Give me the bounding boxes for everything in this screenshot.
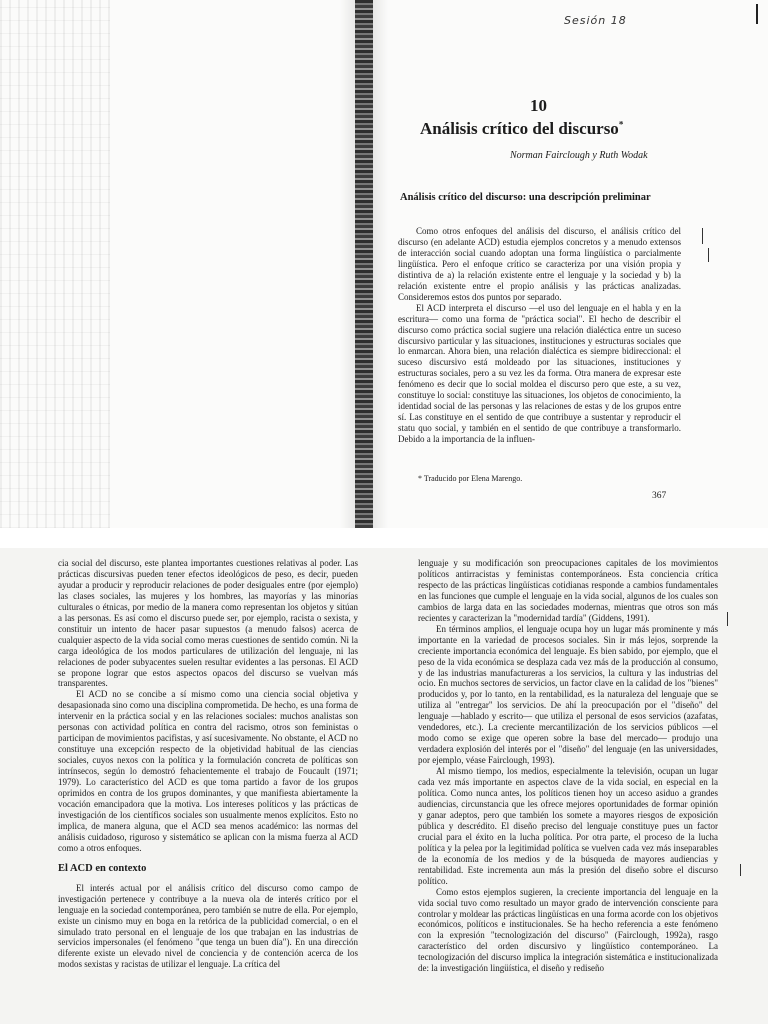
top-body-text bbox=[398, 226, 681, 445]
page-number: 367 bbox=[652, 491, 667, 501]
paragraph: cia social del discurso, este plantea importantes cuestiones relativas al poder. Las prácticas discursivas pueden tener efectos ideológicos de peso, es decir, pueden ayudar a producir y reproducir relaciones de poder desiguales entre (por ejemplo) las clases sociales, las mujeres y los hombres, las mayorías y las minorías culturales o étnicas, por medio de la manera como representan los objetos y sitúan a las personas. Es así como el discurso puede ser, por ejemplo, racista o sexista, y constituir un intento de hacer pasar supuestos (a menudo falsos) acerca de cualquier aspecto de la vida social como meras cuestiones de sentido común. Ni la carga ideológica de los modos particulares de utilización del lenguaje, ni las relaciones de poder subyacentes suelen resultar evidentes a las personas. El ACD se propone lograr que estos aspectos opacos del discurso se vuelvan más transparentes. bbox=[58, 558, 358, 689]
subsection-heading: El ACD en contexto bbox=[58, 862, 147, 874]
footnote: * Traducido por Elena Marengo. bbox=[418, 474, 523, 483]
margin-pen-mark bbox=[727, 612, 728, 626]
scan-gutter-noise bbox=[0, 0, 110, 528]
paragraph: El interés actual por el análisis crítico del discurso como campo de investigación pertenece y contribuye a la nueva ola de interés crítico por el lenguaje en la sociedad contemporánea, pero también se nutre de ella. Por ejemplo, existe un cinismo muy en boga en la retórica de la publicidad comercial, o en el simulado trato personal en el lenguaje de los que trabajan en las industrias de servicios impersonales (el fenómeno "que tenga un buen día"). En una dirección diferente existe un elevado nivel de conciencia y de contención acerca de los modos sexistas y racistas de utilizar el lenguaje. La crítica del bbox=[58, 882, 358, 970]
handwritten-note: Sesión 18 bbox=[564, 14, 627, 27]
chapter-number: 10 bbox=[530, 96, 547, 115]
title-footnote-marker: * bbox=[618, 119, 624, 130]
margin-pen-mark bbox=[702, 228, 703, 244]
chapter-title-text: Análisis crítico del discurso bbox=[420, 119, 619, 138]
paragraph: lenguaje y su modificación son preocupaciones capitales de los movimientos políticos antirracistas y feministas contemporáneos. Esta conciencia crítica respecto de las prácticas lingüísticas cotidianas responde a cambios fundamentales en las funciones que cumple el lenguaje en la vida social, algunos de los cuales son cambios de larga data en las sociedades modernas, mientras que otros son más recientes y caracterizan la "modernidad tardía" (Giddens, 1991). bbox=[418, 558, 718, 623]
paragraph: En términos amplios, el lenguaje ocupa hoy un lugar más prominente y más importante en la variedad de procesos sociales. Sin ir más lejos, sorprende la creciente importancia económica del lenguaje. Es bien sabido, por ejemplo, que el peso de la vida económica se desplaza cada vez más de la producción al consumo, y de las industrias manufactureras a los servicios, la cultura y las industrias del ocio. En muchos sectores de servicios, un factor clave en la calidad de los "bienes" producidos y, por lo tanto, en la rentabilidad, es la naturaleza del lenguaje que se utiliza al "entregar" los servicios. De ahí la preocupación por el "diseño" del lenguaje —hablado y escrito— que utiliza el personal de esos servicios (azafatas, vendedores, etc.). La creciente mercantilización de los servicios públicos —el modo como se exige que operen sobre la base del mercado— produjo una verdadera explosión del interés por el "diseño" del lenguaje (en las universidades, por ejemplo, véase Fairclough, 1993). bbox=[418, 623, 718, 766]
section-heading: Análisis crítico del discurso: una descripción preliminar bbox=[400, 192, 651, 203]
paragraph: Al mismo tiempo, los medios, especialmente la televisión, ocupan un lugar cada vez más importante en aspectos clave de la vida social, en especial en la política. Como nunca antes, los políticos tienen hoy un acceso asiduo a grandes audiencias, circunstancia que les ofrece mejores oportunidades de formar opinión y ganar adeptos, pero que también los somete a mayores riesgos de exposición pública y descrédito. El diseño preciso del lenguaje constituye pues un factor crucial para el éxito en la lucha política. Por otra parte, el proceso de la lucha política y la pelea por la legitimidad política se vuelven cada vez más inseparables de la economía de los medios y de la búsqueda de mayores audiencias y rentabilidad. Este incrementa aun más la presión del diseño sobre el discurso político. bbox=[418, 766, 718, 886]
paragraph: El ACD no se concibe a sí mismo como una ciencia social objetiva y desapasionada sino como una disciplina comprometida. De hecho, es una forma de intervenir en la práctica social y en las relaciones sociales: muchos analistas son personas con actividad política en contra del racismo, otros son feministas o participan de movimientos pacifistas, y así sucesivamente. No obstante, el ACD no constituye una excepción respecto de la objetividad habitual de las ciencias sociales, cuyos nexos con la política y la formulación concreta de políticas son intrínsecos, según lo demostró fehacientemente el trabajo de Foucault (1971; 1979). Lo característico del ACD es que toma partido a favor de los grupos oprimidos en contra de los grupos dominantes, y que manifiesta abiertamente la vocación emancipadora que la motiva. Los intereses políticos y las prácticas de investigación de los científicos sociales son usualmente menos explícitos. Esto no implica, de manera alguna, que el ACD sea menos académico: las normas del análisis cuidadoso, riguroso y sistemático se aplican con la misma fuerza al ACD como a otros enfoques. bbox=[58, 689, 358, 853]
margin-pen-mark bbox=[708, 248, 709, 262]
paragraph: Como estos ejemplos sugieren, la creciente importancia del lenguaje en la vida social tuvo como resultado un mayor grado de intervención consciente para controlar y moldear las prácticas lingüísticas en una forma acorde con los objetivos económicos, políticos e institucionales. Se ha hecho referencia a este fenómeno con la expresión "tecnologización del discurso" (Fairclough, 1992a), rasgo característico del orden discursivo y lingüístico contemporáneo. La tecnologización del discurso implica la integración sistemática e institucionalizada de: la investigación lingüística, el diseño y rediseño bbox=[418, 886, 718, 974]
paragraph: Como otros enfoques del análisis del discurso, el análisis crítico del discurso (en adelante ACD) estudia ejemplos concretos y a menudo extensos de interacción social cuando adoptan una forma lingüística o parcialmente lingüística. Pero el enfoque crítico se caracteriza por una visión propia y distintiva de a) la relación existente entre el lenguaje y la sociedad y b) la relación existente entre el propio análisis y las prácticas analizadas. Consideremos estos dos puntos por separado. bbox=[398, 226, 681, 302]
bottom-page-scan bbox=[0, 548, 768, 1024]
chapter-authors: Norman Fairclough y Ruth Wodak bbox=[510, 150, 648, 161]
margin-pen-mark bbox=[740, 864, 741, 876]
left-column-text bbox=[58, 558, 358, 970]
right-column-text bbox=[418, 558, 718, 974]
book-spine bbox=[355, 0, 373, 528]
paragraph: El ACD interpreta el discurso —el uso del lenguaje en el habla y en la escritura— como una forma de "práctica social". El hecho de describir el discurso como práctica social sugiere una relación dialéctica entre un suceso discursivo particular y las situaciones, instituciones y estructuras sociales que lo enmarcan. Ahora bien, una relación dialéctica es siempre bidireccional: el suceso discursivo está moldeado por las situaciones, instituciones y estructuras sociales, pero a su vez les da forma. Otra manera de expresar este fenómeno es decir que lo social moldea el discurso pero que este, a su vez, constituye lo social: constituye las situaciones, los objetos de conocimiento, la identidad social de las personas y las relaciones de estas y de los grupos entre sí. Las constituye en el sentido de que contribuye a sustentar y reproducir el statu quo social, y también en el sentido de que contribuye a transformarlo. Debido a la importancia de la influen- bbox=[398, 302, 681, 445]
scan-edge-mark bbox=[756, 4, 758, 24]
chapter-title bbox=[420, 119, 623, 139]
